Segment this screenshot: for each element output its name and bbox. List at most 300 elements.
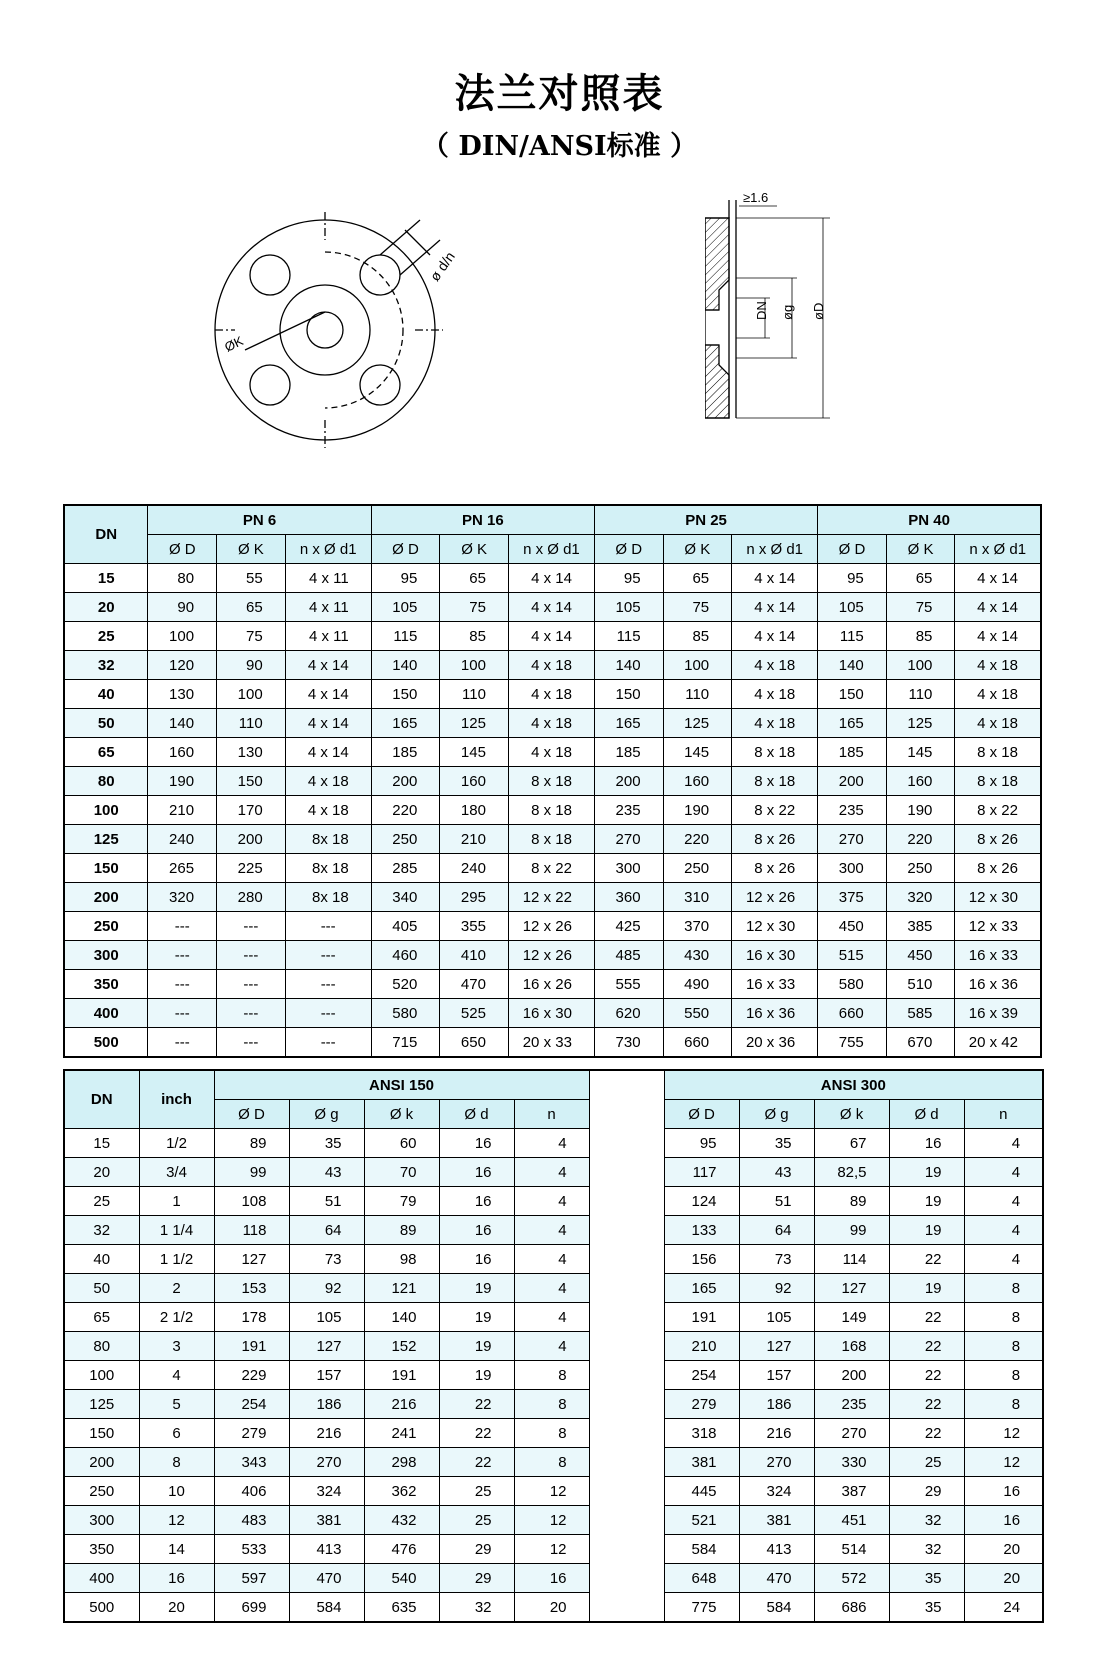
ansi-table-row [64,1535,1043,1564]
flange-front-view-diagram [205,200,495,490]
din-value-cell: 140 [594,651,663,680]
ansi-value-cell: 82,5 [814,1158,889,1187]
din-value-cell: 130 [217,738,286,767]
din-subheader: Ø D [818,535,887,564]
ansi-value-cell: 16 [514,1564,589,1593]
din-value-cell: 220 [663,825,732,854]
ansi-value-cell: 29 [889,1477,964,1506]
ansi-value-cell: 127 [214,1245,289,1274]
din-value-cell: 730 [594,1028,663,1058]
ansi-value-cell: 19 [889,1158,964,1187]
ansi-spacer-cell [589,1187,664,1216]
ansi-value-cell: 483 [214,1506,289,1535]
din-value-cell: 16 x 39 [955,999,1041,1028]
ansi150-subheader: Ø D [214,1100,289,1129]
din-value-cell: 185 [594,738,663,767]
din-value-cell: 85 [663,622,732,651]
ansi-value-cell: 445 [664,1477,739,1506]
ansi-spacer-cell [589,1564,664,1593]
din-value-cell: 75 [217,622,286,651]
page-subtitle: （ DIN/ANSI标准 ） [421,131,698,162]
ansi-value-cell: 191 [214,1332,289,1361]
din-value-cell: 16 x 36 [732,999,818,1028]
din-value-cell: 8 x 22 [955,796,1041,825]
ansi-value-cell: 413 [739,1535,814,1564]
din-value-cell: 450 [886,941,955,970]
ansi-table-row [64,1506,1043,1535]
din-value-cell: 80 [148,564,217,593]
ansi-value-cell: 12 [964,1419,1043,1448]
ansi-value-cell: 8 [514,1419,589,1448]
din-value-cell: 12 x 26 [508,941,594,970]
din-dn-cell: 200 [64,883,148,912]
page-title: 法兰对照表 [454,70,665,117]
ansi-spacer-cell [589,1216,664,1245]
ansi-value-cell: 22 [889,1419,964,1448]
din-value-cell: --- [148,999,217,1028]
ansi-value-cell: 4 [964,1129,1043,1158]
din-value-cell: 300 [818,854,887,883]
ansi-value-cell: 241 [364,1419,439,1448]
din-value-cell: --- [217,999,286,1028]
ansi150-subheader: Ø k [364,1100,439,1129]
din-value-cell: 580 [371,999,440,1028]
ansi-dn-cell: 25 [64,1187,139,1216]
ansi-dn-cell: 400 [64,1564,139,1593]
din-value-cell: 265 [148,854,217,883]
bolt-hole-label: ø d/n [426,248,458,284]
din-value-cell: 12 x 30 [732,912,818,941]
din-subheader: Ø K [663,535,732,564]
din-dn-cell: 50 [64,709,148,738]
ansi-value-cell: 470 [739,1564,814,1593]
din-value-cell: 190 [148,767,217,796]
din-table-row [64,912,1041,941]
ansi-value-cell: 597 [214,1564,289,1593]
ansi-dn-cell: 15 [64,1129,139,1158]
ansi300-subheader: n [964,1100,1043,1129]
ansi-dn-cell: 250 [64,1477,139,1506]
ansi-value-cell: 117 [664,1158,739,1187]
ansi-spacer-cell [589,1535,664,1564]
din-value-cell: 120 [148,651,217,680]
din-value-cell: 4 x 14 [508,593,594,622]
din-value-cell: 515 [818,941,887,970]
din-value-cell: 8 x 18 [508,767,594,796]
ansi-inch-cell: 3/4 [139,1158,214,1187]
ansi-value-cell: 521 [664,1506,739,1535]
din-value-cell: 4 x 18 [508,651,594,680]
din-value-cell: 8 x 18 [955,738,1041,767]
ansi-spacer-cell [589,1361,664,1390]
ansi-table-row [64,1477,1043,1506]
ansi-value-cell: 157 [739,1361,814,1390]
ansi-value-cell: 35 [889,1564,964,1593]
ansi-value-cell: 8 [514,1361,589,1390]
din-dn-cell: 32 [64,651,148,680]
din-value-cell: 8 x 22 [508,854,594,883]
ansi-value-cell: 108 [214,1187,289,1216]
ansi-dn-cell: 300 [64,1506,139,1535]
din-value-cell: 8 x 18 [508,796,594,825]
ansi-inch-cell: 1 1/2 [139,1245,214,1274]
ansi-value-cell: 25 [439,1477,514,1506]
din-value-cell: 115 [371,622,440,651]
ansi-value-cell: 229 [214,1361,289,1390]
din-value-cell: --- [148,941,217,970]
ansi-value-cell: 191 [664,1303,739,1332]
ansi-value-cell: 29 [439,1535,514,1564]
din-value-cell: 8 x 26 [955,825,1041,854]
ansi-spacer-cell [589,1419,664,1448]
din-value-cell: 210 [440,825,509,854]
ansi-inch-cell: 8 [139,1448,214,1477]
din-value-cell: 385 [886,912,955,941]
flange-section-view-diagram [705,190,905,450]
ansi-value-cell: 32 [889,1506,964,1535]
ansi-inch-cell: 6 [139,1419,214,1448]
ansi-value-cell: 8 [514,1448,589,1477]
ansi-value-cell: 73 [739,1245,814,1274]
din-subheader: Ø K [440,535,509,564]
ansi-value-cell: 298 [364,1448,439,1477]
ansi-value-cell: 8 [964,1332,1043,1361]
ansi-value-cell: 686 [814,1593,889,1623]
din-table-row [64,854,1041,883]
din-value-cell: 20 x 36 [732,1028,818,1058]
din-dn-cell: 400 [64,999,148,1028]
din-value-cell: 75 [886,593,955,622]
ansi-value-cell: 35 [889,1593,964,1623]
ansi-dn-cell: 125 [64,1390,139,1419]
din-dn-cell: 15 [64,564,148,593]
ansi-inch-cell: 20 [139,1593,214,1623]
pitch-circle-label: ØK [222,333,246,355]
din-value-cell: 650 [440,1028,509,1058]
din-value-cell: 140 [818,651,887,680]
ansi-value-cell: 12 [964,1448,1043,1477]
din-value-cell: 510 [886,970,955,999]
ansi-table-row [64,1158,1043,1187]
ansi-value-cell: 191 [364,1361,439,1390]
ansi-value-cell: 4 [514,1216,589,1245]
ansi150-subheader: Ø g [289,1100,364,1129]
din-value-cell: 4 x 18 [955,709,1041,738]
ansi-dn-cell: 65 [64,1303,139,1332]
ansi-table-row [64,1187,1043,1216]
din-value-cell: 250 [663,854,732,883]
ansi-spacer-cell [589,1245,664,1274]
ansi-value-cell: 451 [814,1506,889,1535]
din-value-cell: 165 [594,709,663,738]
din-value-cell: 4 x 11 [285,593,371,622]
din-value-cell: 4 x 11 [285,622,371,651]
din-value-cell: 555 [594,970,663,999]
din-value-cell: 8 x 18 [732,767,818,796]
din-value-cell: 110 [663,680,732,709]
din-value-cell: 8 x 26 [732,825,818,854]
ansi-table-row [64,1245,1043,1274]
ansi-spacer-cell [589,1448,664,1477]
ansi-value-cell: 178 [214,1303,289,1332]
din-value-cell: 355 [440,912,509,941]
ansi-inch-header: inch [139,1070,214,1129]
ansi-spacer-cell [589,1158,664,1187]
ansi-value-cell: 73 [289,1245,364,1274]
ansi-value-cell: 19 [439,1303,514,1332]
din-value-cell: 55 [217,564,286,593]
din-value-cell: 8 x 26 [955,854,1041,883]
ansi-value-cell: 127 [739,1332,814,1361]
din-table-row [64,767,1041,796]
ansi-dn-cell: 100 [64,1361,139,1390]
din-value-cell: 90 [148,593,217,622]
din-value-cell: 12 x 26 [508,912,594,941]
din-value-cell: 100 [440,651,509,680]
din-value-cell: --- [285,912,371,941]
ansi-value-cell: 514 [814,1535,889,1564]
ansi-inch-cell: 1 1/4 [139,1216,214,1245]
ansi-flange-table [63,1069,1044,1623]
ansi-value-cell: 51 [739,1187,814,1216]
din-value-cell: 670 [886,1028,955,1058]
ansi-value-cell: 89 [214,1129,289,1158]
din-value-cell: 110 [217,709,286,738]
din-value-cell: 65 [663,564,732,593]
ansi150-subheader: n [514,1100,589,1129]
din-value-cell: 755 [818,1028,887,1058]
ansi-value-cell: 99 [814,1216,889,1245]
din-value-cell: 12 x 26 [732,883,818,912]
ansi-value-cell: 4 [514,1274,589,1303]
din-table-row [64,680,1041,709]
din-dn-header: DN [64,505,148,564]
ansi-table-row [64,1564,1043,1593]
din-value-cell: 90 [217,651,286,680]
ansi-spacer-cell [589,1274,664,1303]
ansi-value-cell: 79 [364,1187,439,1216]
din-value-cell: 140 [148,709,217,738]
ansi-value-cell: 343 [214,1448,289,1477]
ansi-dn-cell: 80 [64,1332,139,1361]
ansi-value-cell: 22 [889,1245,964,1274]
ansi-value-cell: 153 [214,1274,289,1303]
ansi-dn-cell: 200 [64,1448,139,1477]
din-value-cell: 270 [594,825,663,854]
din-value-cell: 115 [818,622,887,651]
din-value-cell: 310 [663,883,732,912]
din-table-row [64,651,1041,680]
din-value-cell: --- [148,1028,217,1058]
din-value-cell: 320 [886,883,955,912]
din-value-cell: 4 x 18 [508,709,594,738]
ansi-value-cell: 140 [364,1303,439,1332]
din-value-cell: 65 [440,564,509,593]
ansi-table-header [64,1070,1043,1129]
din-value-cell: 4 x 14 [285,738,371,767]
din-value-cell: 4 x 18 [285,796,371,825]
ansi-value-cell: 89 [814,1187,889,1216]
ansi-value-cell: 25 [439,1506,514,1535]
din-value-cell: 320 [148,883,217,912]
ansi-inch-cell: 4 [139,1361,214,1390]
din-value-cell: 160 [148,738,217,767]
din-value-cell: 4 x 14 [285,651,371,680]
ansi-value-cell: 16 [439,1129,514,1158]
ansi-inch-cell: 14 [139,1535,214,1564]
din-table-row [64,1028,1041,1058]
ansi-value-cell: 92 [289,1274,364,1303]
face-height-label: ≥1.6 [743,190,769,205]
din-dn-cell: 25 [64,622,148,651]
ansi-value-cell: 43 [739,1158,814,1187]
ansi-value-cell: 254 [214,1390,289,1419]
ansi-value-cell: 32 [889,1535,964,1564]
din-table-row [64,883,1041,912]
din-value-cell: 16 x 33 [732,970,818,999]
din-value-cell: 200 [818,767,887,796]
ansi-value-cell: 20 [964,1564,1043,1593]
ansi-value-cell: 19 [439,1274,514,1303]
din-value-cell: 220 [886,825,955,854]
ansi-value-cell: 4 [964,1187,1043,1216]
ansi-value-cell: 216 [364,1390,439,1419]
ansi-table-row [64,1303,1043,1332]
ansi-value-cell: 64 [739,1216,814,1245]
din-value-cell: 190 [886,796,955,825]
ansi-value-cell: 8 [964,1390,1043,1419]
din-value-cell: 20 x 33 [508,1028,594,1058]
ansi-value-cell: 470 [289,1564,364,1593]
din-table-row [64,738,1041,767]
ansi-value-cell: 22 [889,1390,964,1419]
ansi-value-cell: 572 [814,1564,889,1593]
din-value-cell: 410 [440,941,509,970]
ansi-dn-cell: 40 [64,1245,139,1274]
din-value-cell: 250 [371,825,440,854]
ansi-table-row [64,1390,1043,1419]
ansi-inch-cell: 3 [139,1332,214,1361]
ansi-value-cell: 635 [364,1593,439,1623]
din-value-cell: 430 [663,941,732,970]
ansi-value-cell: 406 [214,1477,289,1506]
din-value-cell: 8 x 26 [732,854,818,883]
din-value-cell: 235 [594,796,663,825]
din-value-cell: 145 [663,738,732,767]
din-dn-cell: 40 [64,680,148,709]
din-value-cell: 125 [663,709,732,738]
ansi-value-cell: 95 [664,1129,739,1158]
din-value-cell: 105 [594,593,663,622]
ansi-value-cell: 89 [364,1216,439,1245]
ansi-spacer [589,1070,664,1129]
din-value-cell: 105 [371,593,440,622]
din-dn-cell: 350 [64,970,148,999]
ansi-value-cell: 16 [964,1506,1043,1535]
din-dn-cell: 125 [64,825,148,854]
ansi-value-cell: 24 [964,1593,1043,1623]
ansi-value-cell: 64 [289,1216,364,1245]
ansi-value-cell: 4 [514,1187,589,1216]
din-subheader: Ø D [371,535,440,564]
din-value-cell: 4 x 18 [732,651,818,680]
din-subheader: Ø K [886,535,955,564]
ansi-value-cell: 432 [364,1506,439,1535]
ansi-value-cell: 330 [814,1448,889,1477]
ansi-inch-cell: 1/2 [139,1129,214,1158]
din-group-pn16: PN 16 [371,505,594,535]
din-value-cell: 8 x 18 [732,738,818,767]
din-value-cell: 485 [594,941,663,970]
din-value-cell: 8 x 18 [955,767,1041,796]
ansi-inch-cell: 12 [139,1506,214,1535]
din-value-cell: 360 [594,883,663,912]
ansi-value-cell: 584 [739,1593,814,1623]
ansi-value-cell: 584 [664,1535,739,1564]
din-value-cell: 4 x 14 [508,622,594,651]
ansi-value-cell: 70 [364,1158,439,1187]
din-value-cell: 8 x 22 [732,796,818,825]
din-value-cell: --- [148,970,217,999]
ansi-spacer-cell [589,1390,664,1419]
ansi-value-cell: 16 [889,1129,964,1158]
din-value-cell: 585 [886,999,955,1028]
din-value-cell: 4 x 14 [508,564,594,593]
din-table-row [64,622,1041,651]
ansi-value-cell: 99 [214,1158,289,1187]
ansi-value-cell: 22 [889,1303,964,1332]
din-value-cell: 4 x 14 [732,593,818,622]
din-value-cell: 4 x 18 [508,738,594,767]
din-value-cell: 105 [818,593,887,622]
ansi-dn-cell: 350 [64,1535,139,1564]
din-value-cell: 95 [818,564,887,593]
din-dn-cell: 65 [64,738,148,767]
din-value-cell: 490 [663,970,732,999]
din-value-cell: 180 [440,796,509,825]
ansi-value-cell: 387 [814,1477,889,1506]
din-value-cell: 200 [217,825,286,854]
ansi-value-cell: 381 [739,1506,814,1535]
ansi-value-cell: 105 [289,1303,364,1332]
ansi-inch-cell: 16 [139,1564,214,1593]
ansi-value-cell: 67 [814,1129,889,1158]
ansi-value-cell: 29 [439,1564,514,1593]
din-value-cell: 4 x 18 [732,709,818,738]
din-value-cell: --- [148,912,217,941]
din-value-cell: 160 [886,767,955,796]
ansi-spacer-cell [589,1129,664,1158]
ansi-value-cell: 8 [964,1303,1043,1332]
din-value-cell: 250 [886,854,955,883]
ansi-value-cell: 35 [289,1129,364,1158]
din-value-cell: 450 [818,912,887,941]
ansi150-subheader: Ø d [439,1100,514,1129]
ansi-value-cell: 43 [289,1158,364,1187]
ansi-value-cell: 699 [214,1593,289,1623]
din-value-cell: --- [217,1028,286,1058]
din-value-cell: 85 [886,622,955,651]
din-subheader: Ø D [148,535,217,564]
din-value-cell: 8x 18 [285,825,371,854]
ansi-value-cell: 533 [214,1535,289,1564]
din-value-cell: 100 [663,651,732,680]
din-value-cell: 580 [818,970,887,999]
ansi-value-cell: 216 [739,1419,814,1448]
ansi-value-cell: 270 [739,1448,814,1477]
din-value-cell: 160 [663,767,732,796]
ansi-value-cell: 413 [289,1535,364,1564]
